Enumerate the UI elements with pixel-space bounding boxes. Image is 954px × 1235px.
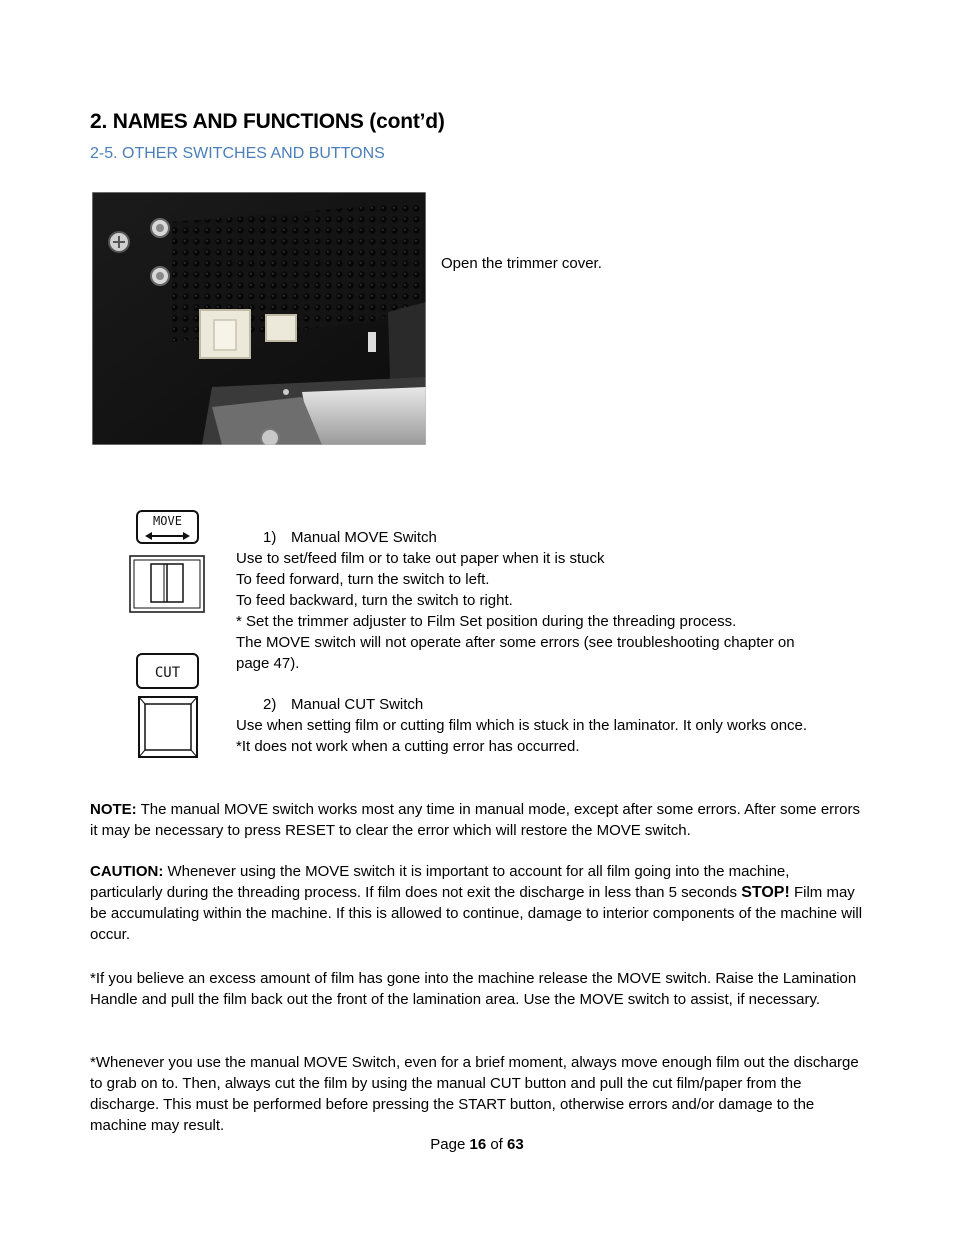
move-switch-line: Use to set/feed film or to take out paper when it is stuck	[236, 550, 605, 567]
footer-prefix: Page	[430, 1136, 470, 1153]
move-switch-line: * Set the trimmer adjuster to Film Set position during the threading process.	[236, 613, 737, 630]
cut-switch-title: Manual CUT Switch	[291, 696, 424, 713]
cut-switch-line: Use when setting film or cutting film which is stuck in the laminator. It only works once.	[236, 717, 808, 734]
footer-current-page: 16	[469, 1136, 487, 1153]
caution-text-after: Film may be accumulating within the machine. If this is allowed to continue, damage to interior components of the machine will occur.	[90, 884, 863, 943]
note-paragraph	[90, 799, 865, 841]
cut-switch-label-icon	[136, 653, 199, 689]
trimmer-photo	[92, 192, 426, 445]
caution-stop: STOP!	[741, 884, 790, 901]
cut-icon-text: CUT	[154, 665, 181, 681]
subsection-heading: 2-5. OTHER SWITCHES AND BUTTONS	[90, 145, 385, 162]
move-switch-label-icon	[136, 510, 199, 544]
footer-total-pages: 63	[507, 1136, 524, 1153]
move-switch-icon	[129, 555, 205, 613]
move-switch-number: 1)	[263, 529, 277, 546]
section-heading: 2. NAMES AND FUNCTIONS (cont’d)	[90, 110, 445, 133]
footer-middle: of	[486, 1136, 508, 1153]
caution-paragraph	[90, 861, 865, 945]
move-switch-line: To feed forward, turn the switch to left.	[236, 571, 490, 588]
move-switch-line: page 47).	[236, 655, 300, 672]
cut-switch-line: *It does not work when a cutting error has occurred.	[236, 738, 580, 755]
move-switch-title: Manual MOVE Switch	[291, 529, 437, 546]
caution-text-before: Whenever using the MOVE switch it is important to account for all film going into the machine, particularly during the threading process. If film does not exit the discharge in less than 5 seconds	[90, 863, 790, 901]
caution-label: CAUTION:	[90, 863, 164, 880]
move-icon-text: MOVE	[153, 514, 182, 528]
photo-caption: Open the trimmer cover.	[441, 255, 602, 272]
cut-button-icon	[138, 696, 198, 758]
tip-paragraph-cut-film: *Whenever you use the manual MOVE Switch, even for a brief moment, always move enough film out the discharge to grab on to. Then, always cut the film by using the manual CUT button and pull the cut film/paper from the discharge. This must be performed before pressing the START button, otherwise errors and/or damage to the machine may result.	[90, 1054, 859, 1134]
cut-switch-heading	[263, 694, 423, 715]
move-switch-heading	[263, 527, 437, 548]
note-text: The manual MOVE switch works most any time in manual mode, except after some errors. After some errors it may be necessary to press RESET to clear the error which will restore the MOVE switch.	[90, 801, 860, 839]
move-switch-line: To feed backward, turn the switch to right.	[236, 592, 513, 609]
tip-paragraph-excess-film: *If you believe an excess amount of film has gone into the machine release the MOVE switch. Raise the Lamination Handle and pull the film back out the front of the lamination area. Use the MOVE switch to assist, if necessary.	[90, 970, 857, 1008]
cut-switch-number: 2)	[263, 696, 277, 713]
page-footer	[0, 1136, 954, 1153]
note-label: NOTE:	[90, 801, 137, 818]
move-switch-line: The MOVE switch will not operate after some errors (see troubleshooting chapter on	[236, 634, 795, 651]
